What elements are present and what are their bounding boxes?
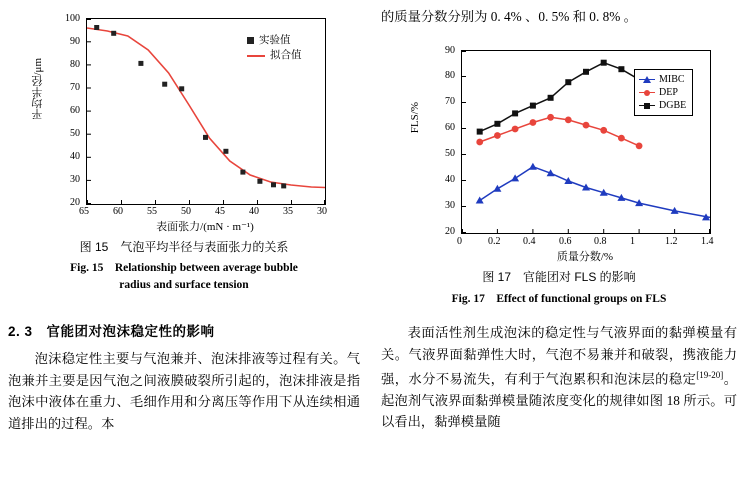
right-paragraph-part2: 。起泡剂气液界面黏弹模量随浓度变化的规律如图 18 所示。可以看出，黏弹模量随 (381, 371, 738, 430)
legend-item-dep (639, 86, 686, 99)
figure-17-xtick: 1.2 (665, 236, 678, 247)
figure-15 (30, 8, 350, 238)
figure-17-xtick: 1.4 (701, 236, 714, 247)
figure-17-ytick: 30 (445, 200, 455, 211)
right-column (381, 0, 749, 482)
legend-item-experimental (247, 33, 302, 48)
figure-15-caption (8, 238, 360, 294)
right-body-paragraph (381, 322, 737, 433)
figure-17-caption (381, 268, 737, 306)
figure-17-ytick: 90 (445, 45, 455, 56)
figure-17-x-axis-label: 质量分数/% (556, 251, 614, 263)
legend-label-experimental: 实验值 (259, 35, 291, 46)
figure-15-y-axis-label: 平均半径/μm (32, 58, 44, 120)
legend-label-dep: DEP (659, 87, 678, 98)
right-top-paragraph: 的质量分数分别为 0. 4% 、0. 5% 和 0. 8% 。 (381, 9, 637, 24)
figure-15-ytick: 30 (70, 174, 80, 185)
triangle-marker-icon (639, 79, 655, 80)
right-paragraph-part1: 表面活性剂生成泡沫的稳定性与气液界面的黏弹模量有关。气液界面黏弹性大时，气泡不易兼并和破裂，携液能力强，水分不易流失，有利于气泡累积和泡沫层的稳定 (381, 325, 737, 387)
figure-15-caption-en-line1: Fig. 15 Relationship between average bubble (70, 262, 298, 274)
figure-17-ytick: 40 (445, 174, 455, 185)
figure-17-xtick: 1 (630, 236, 635, 247)
legend-item-fitted (247, 48, 302, 63)
figure-15-plot-area (86, 18, 326, 205)
figure-17-xtick: 0 (457, 236, 462, 247)
figure-17-ytick: 80 (445, 70, 455, 81)
left-body-paragraph (8, 348, 360, 434)
figure-15-xtick: 65 (79, 206, 89, 217)
figure-15-x-axis-label: 表面张力/(mN · m⁻¹) (156, 221, 254, 233)
line-marker-icon (247, 55, 265, 57)
figure-15-legend (247, 33, 302, 63)
figure-15-ytick: 20 (70, 197, 80, 208)
figure-17-xtick: 0.8 (594, 236, 607, 247)
figure-17-y-axis-label: FLS/% (409, 102, 421, 134)
figure-15-xtick: 60 (113, 206, 123, 217)
figure-15-ytick: 100 (65, 13, 80, 24)
legend-label-mibc: MIBC (659, 74, 685, 85)
figure-17 (405, 36, 735, 266)
section-heading-2-3: 2. 3 官能团对泡沫稳定性的影响 (8, 324, 215, 339)
legend-item-mibc (639, 73, 686, 86)
right-paragraph-text (381, 322, 737, 433)
figure-15-caption-cn: 图 15 气泡平均半径与表面张力的关系 (79, 240, 289, 254)
figure-17-series-mibc-markers (476, 163, 710, 221)
figure-15-xtick: 30 (317, 206, 327, 217)
figure-15-xtick: 40 (249, 206, 259, 217)
circle-marker-icon (639, 92, 655, 93)
figure-17-xtick: 0.4 (523, 236, 536, 247)
figure-17-ytick: 20 (445, 226, 455, 237)
figure-15-xtick: 55 (147, 206, 157, 217)
figure-17-ytick: 50 (445, 148, 455, 159)
legend-item-dgbe (639, 99, 686, 112)
figure-15-xtick: 45 (215, 206, 225, 217)
left-column (0, 0, 368, 482)
figure-15-ytick: 50 (70, 128, 80, 139)
figure-15-ytick: 90 (70, 36, 80, 47)
square-marker-icon (247, 37, 254, 44)
figure-15-caption-en-line2: radius and surface tension (119, 279, 249, 291)
figure-17-caption-cn: 图 17 官能团对 FLS 的影响 (482, 270, 636, 284)
citation-reference: [19-20] (696, 370, 724, 380)
figure-17-caption-en: Fig. 17 Effect of functional groups on FLS (451, 293, 667, 305)
figure-17-ytick: 60 (445, 122, 455, 133)
figure-15-ytick: 70 (70, 82, 80, 93)
figure-15-ytick: 80 (70, 59, 80, 70)
figure-15-ytick: 60 (70, 105, 80, 116)
left-paragraph-text: 泡沫稳定性主要与气泡兼并、泡沫排液等过程有关。气泡兼并主要是因气泡之间液膜破裂所引起的，泡沫排液是指泡沫中液体在重力、毛细作用和分离压等作用下从连续相通道排出的过程。本 (8, 351, 360, 431)
figure-17-xtick: 0.2 (488, 236, 501, 247)
figure-15-xtick: 50 (181, 206, 191, 217)
figure-17-series-dep-line (480, 117, 639, 146)
figure-17-xtick: 0.6 (559, 236, 572, 247)
figure-17-plot-area (461, 50, 711, 234)
legend-label-fitted: 拟合值 (270, 50, 302, 61)
figure-15-chart (30, 8, 350, 233)
legend-label-dgbe: DGBE (659, 100, 687, 111)
figure-17-legend (634, 69, 693, 116)
square-marker-icon (639, 105, 655, 106)
figure-17-ytick: 70 (445, 96, 455, 107)
figure-15-ytick: 40 (70, 151, 80, 162)
figure-15-xtick: 35 (283, 206, 293, 217)
